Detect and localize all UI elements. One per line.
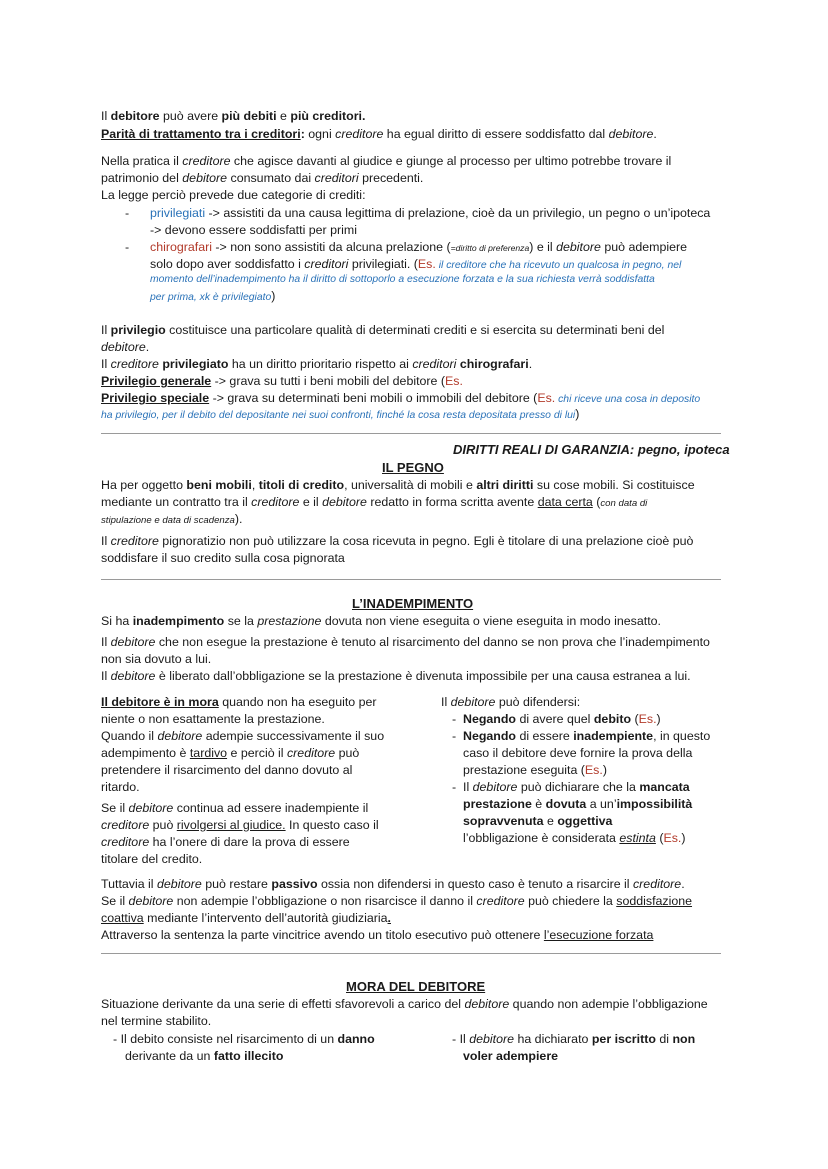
inadempimento-line-4: Il debitore è liberato dall’obbligazione se la prestazione è divenuta impossibile per una causa estranea a lui.: [101, 669, 691, 683]
mora-left-line: niente o non esattamente la prestazione.: [101, 712, 325, 726]
tuttavia-line-4: Attraverso la sentenza la parte vincitrice avendo un titolo esecutivo può ottenere l’esecuzione forzata: [101, 928, 654, 942]
inadempimento-title: L’INADEMPIMENTO: [352, 596, 474, 611]
mora-debitore-left-item: - Il debito consiste nel risarcimento di un danno: [113, 1032, 375, 1046]
privilegiati-item-2: -> devono essere soddisfatti per primi: [150, 223, 357, 237]
parita-line: Parità di trattamento tra i creditori: ogni creditore ha egual diritto di essere soddisfatto dal debitore.: [101, 127, 657, 141]
mora-debitore-right-item: - Il debitore ha dichiarato per iscritto di non: [452, 1032, 696, 1046]
privilegio-generale: Privilegio generale -> grava su tutti i beni mobili del debitore (Es.: [101, 374, 463, 388]
inadempimento-line-3: non sia dovuto a lui.: [101, 652, 212, 666]
pegno-line-3: stipulazione e data di scadenza).: [101, 512, 243, 526]
pegno-title: IL PEGNO: [382, 460, 444, 475]
mora-right-line: prestazione eseguita (Es.): [463, 763, 607, 777]
mora-debitore-line-2: nel termine stabilito.: [101, 1014, 212, 1028]
divider: [101, 433, 721, 434]
mora-left-line: Se il debitore continua ad essere inadempiente il: [101, 801, 369, 815]
tuttavia-line-1: Tuttavia il debitore può restare passivo ossia non difendersi in questo caso è tenuto a risarcire il creditore.: [101, 877, 685, 891]
privilegio-speciale-2: ha privilegio, per il debito del depositante nei suoi confronti, finché la cosa resta depositata presso di lui): [101, 407, 580, 421]
tuttavia-line-2: Se il debitore non adempie l’obbligazione o non risarcisce il danno il creditore può chiedere la soddisfazione: [101, 894, 693, 908]
mora-left-line: titolare del credito.: [101, 852, 203, 866]
mora-right-line: - Il debitore può dichiarare che la mancata: [452, 780, 690, 794]
inadempimento-line-2: Il debitore che non esegue la prestazione è tenuto al risarcimento del danno se non prova che l’inadempimento: [101, 635, 710, 649]
mora-debitore-left-item-2: derivante da un fatto illecito: [125, 1049, 284, 1063]
diritti-reali-title: DIRITTI REALI DI GARANZIA: pegno, ipoteca: [453, 442, 730, 457]
mora-right-line: caso il debitore deve fornire la prova della: [463, 746, 693, 760]
mora-right-line: prestazione è dovuta a un’impossibilità: [463, 797, 693, 811]
privilegio-line-1: Il privilegio costituisce una particolare qualità di determinati crediti e si esercita su determinati beni del: [101, 323, 665, 337]
privilegio-speciale: Privilegio speciale -> grava su determinati beni mobili o immobili del debitore (Es. chi riceve una cosa in deposito: [101, 391, 701, 405]
mora-debitore-right-item-2: voler adempiere: [463, 1049, 559, 1063]
pegno-line-5: soddisfare il suo credito sulla cosa pignorata: [101, 551, 345, 565]
mora-left-line: ritardo.: [101, 780, 140, 794]
privilegiati-item: - privilegiati -> assistiti da una causa legittima di prelazione, cioè da un privilegio, un pegno o un’ipoteca: [125, 206, 711, 220]
pegno-line-1: Ha per oggetto beni mobili, titoli di credito, universalità di mobili e altri diritti su cose mobili. Si costituisce: [101, 478, 695, 492]
debtor-line: Il debitore può avere più debiti e più creditori.: [101, 109, 366, 123]
pegno-line-2: mediante un contratto tra il creditore e il debitore redatto in forma scritta avente data certa (con data di: [101, 495, 648, 509]
mora-right-line: - Negando di avere quel debito (Es.): [452, 712, 661, 726]
chirografari-line-2: solo dopo aver soddisfatto i creditori privilegiati. (Es. il creditore che ha ricevuto un qualcosa in pegno, nel: [150, 257, 682, 271]
pratica-line-2: patrimonio del debitore consumato dai creditori precedenti.: [101, 171, 424, 185]
pegno-line-4: Il creditore pignoratizio non può utilizzare la cosa ricevuta in pegno. Egli è titolare di una prelazione cioè può: [101, 534, 694, 548]
mora-debitore-title: MORA DEL DEBITORE: [346, 979, 486, 994]
legge-line: La legge perciò prevede due categorie di crediti:: [101, 188, 366, 202]
mora-left-line: creditore può rivolgersi al giudice. In questo caso il: [101, 818, 379, 832]
divider: [101, 579, 721, 580]
privilegio-line-2: debitore.: [101, 340, 150, 354]
inadempimento-line-1: Si ha inadempimento se la prestazione dovuta non viene eseguita o viene eseguita in modo inesatto.: [101, 614, 661, 628]
mora-left-line: creditore ha l’onere di dare la prova di essere: [101, 835, 350, 849]
divider: [101, 953, 721, 954]
chirografari-line-4: per prima, xk è privilegiato): [150, 289, 276, 303]
mora-debitore-line-1: Situazione derivante da una serie di effetti sfavorevoli a carico del debitore quando non adempie l’obbligazione: [101, 997, 708, 1011]
mora-right-line: sopravvenuta e oggettiva: [463, 814, 613, 828]
mora-left-line: Quando il debitore adempie successivamente il suo: [101, 729, 385, 743]
privilegio-line-3: Il creditore privilegiato ha un diritto prioritario rispetto ai creditori chirografari.: [101, 357, 533, 371]
chirografari-item: - chirografari -> non sono assistiti da alcuna prelazione (=diritto di preferenza) e il debitore può adempiere: [125, 240, 687, 254]
mora-right-line: Il debitore può difendersi:: [441, 695, 581, 709]
mora-left-line: pretendere il risarcimento del danno dovuto al: [101, 763, 353, 777]
chirografari-line-3: momento dell’inadempimento ha il diritto di sottoporlo a esecuzione forzata e la sua richiesta verrà soddisfatta: [150, 274, 655, 285]
mora-right-line: - Negando di essere inadempiente, in questo: [452, 729, 711, 743]
mora-left-line: Il debitore è in mora quando non ha eseguito per: [101, 695, 377, 709]
tuttavia-line-3: coattiva mediante l’intervento dell’autorità giudiziaria.: [101, 911, 391, 925]
mora-left-line: adempimento è tardivo e perciò il creditore può: [101, 746, 360, 760]
mora-right-line: l’obbligazione è considerata estinta (Es.): [463, 831, 686, 845]
pratica-line-1: Nella pratica il creditore che agisce davanti al giudice e giunge al processo per ultimo potrebbe trovare il: [101, 154, 672, 168]
